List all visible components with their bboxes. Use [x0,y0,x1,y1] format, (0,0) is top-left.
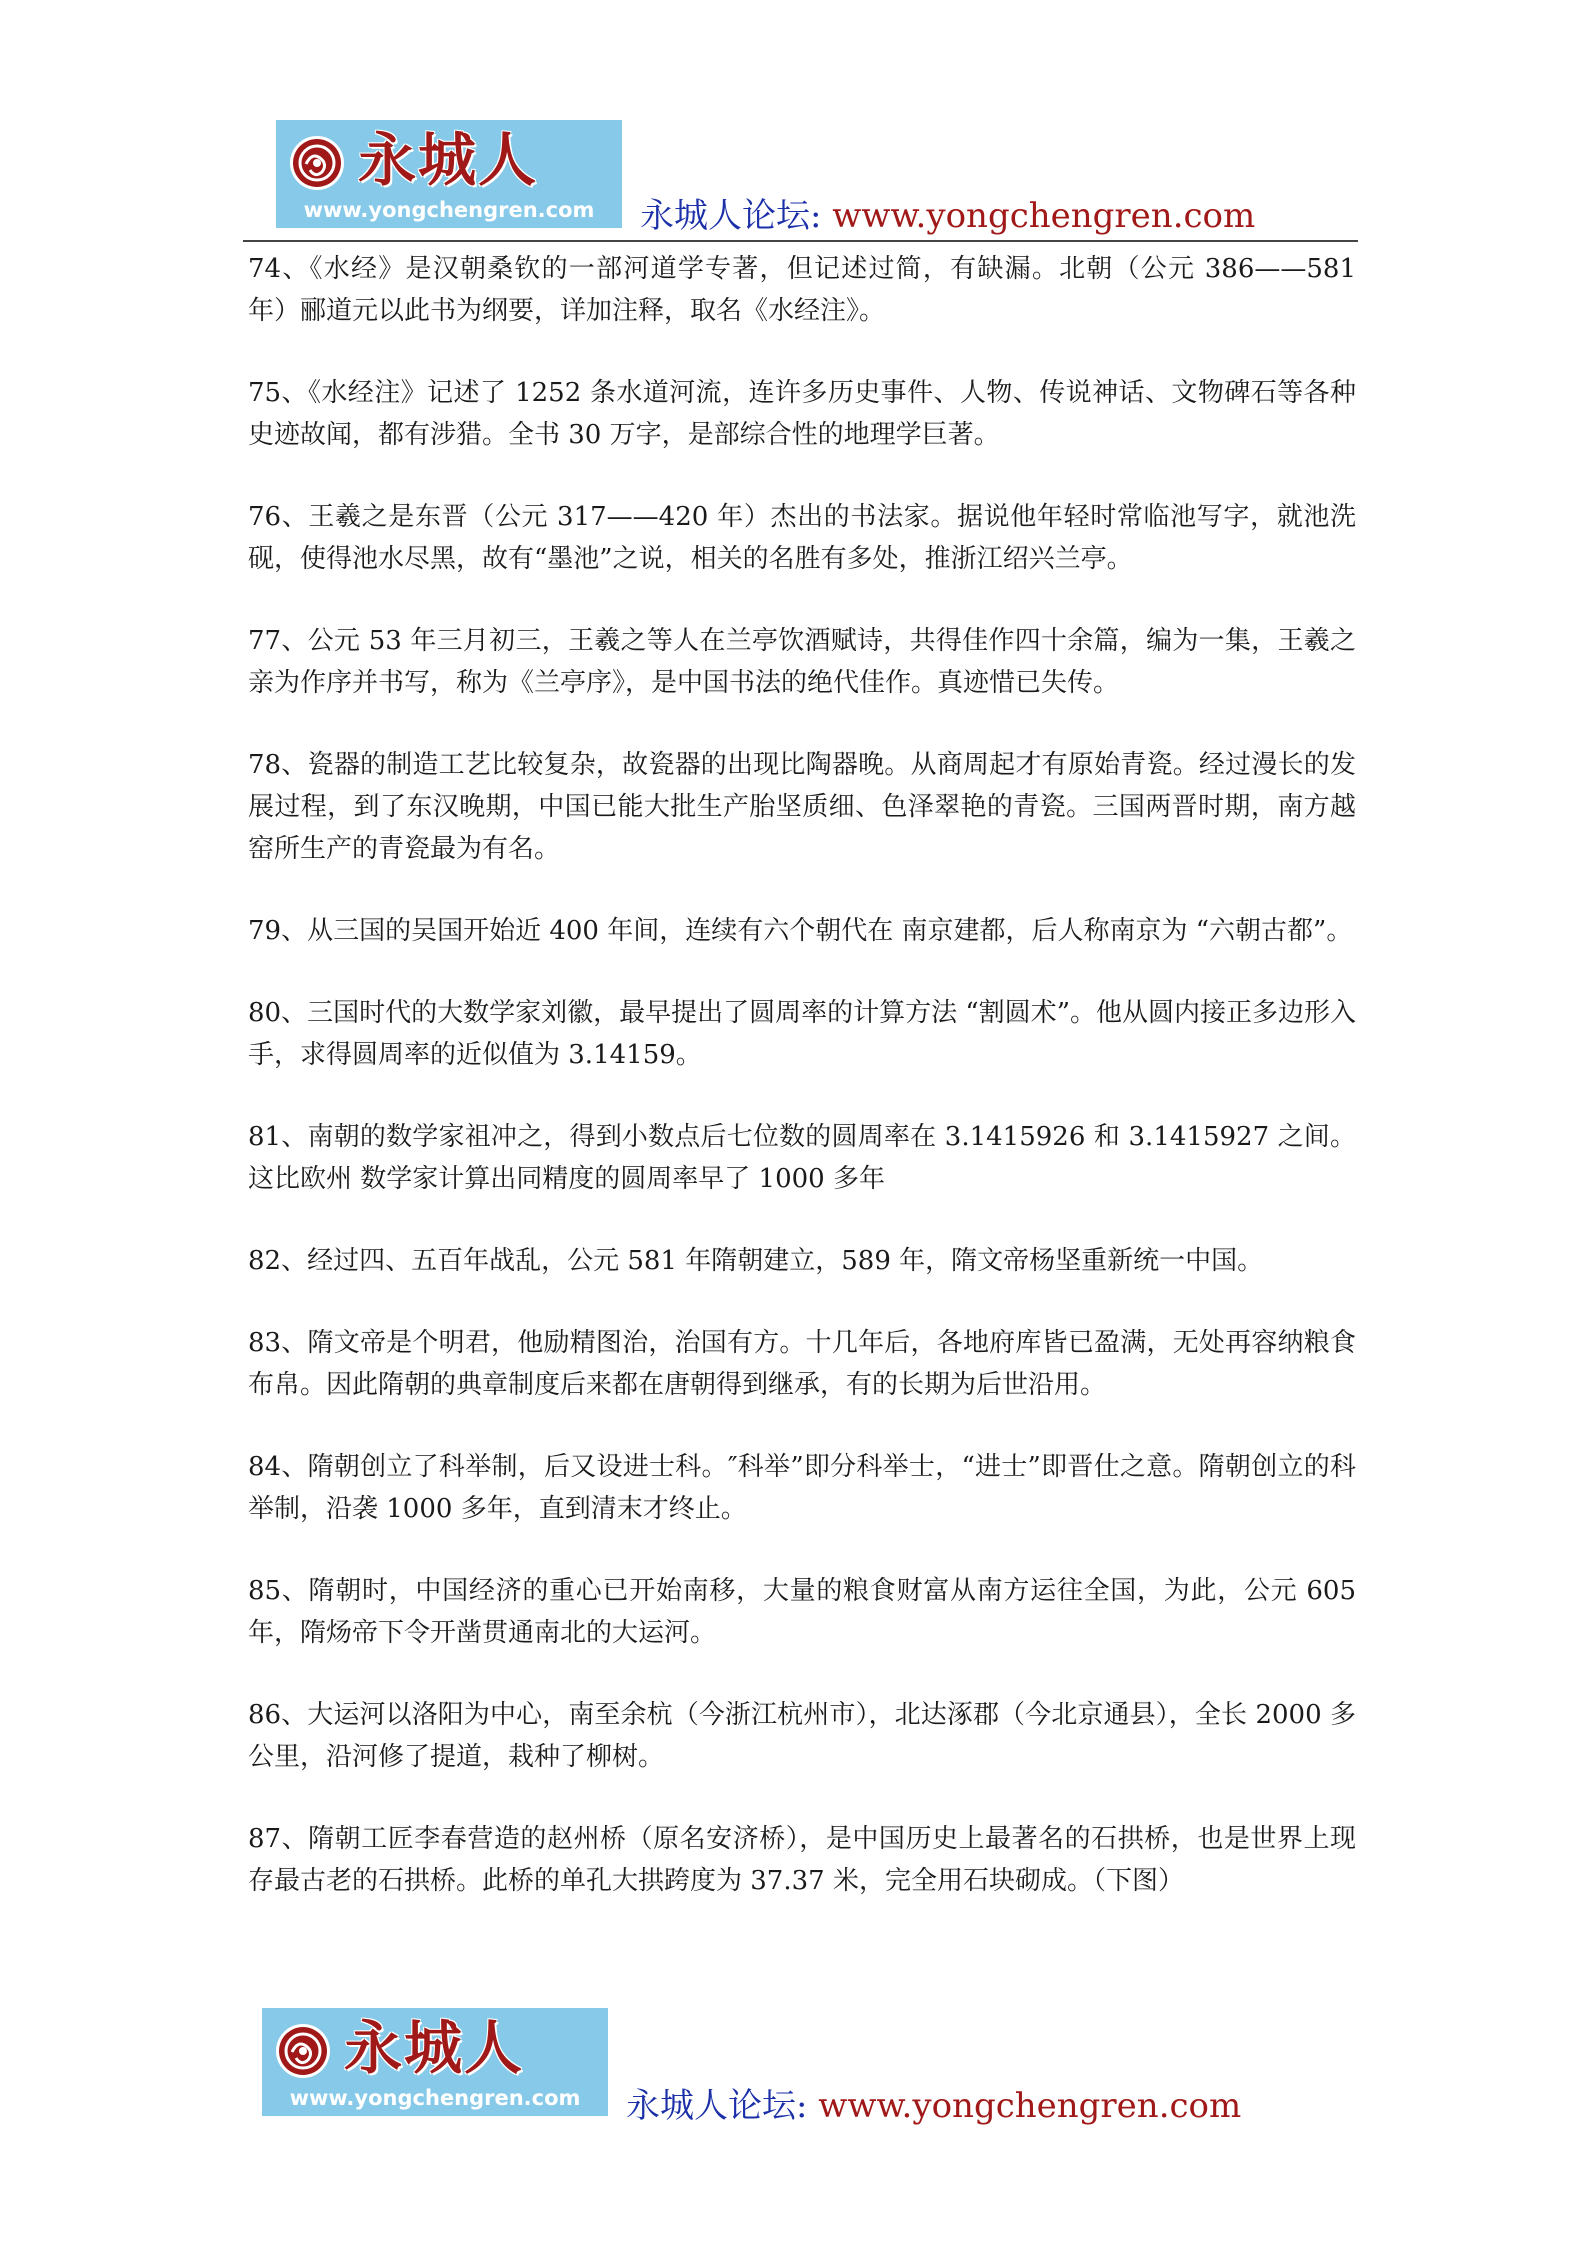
paragraph-74: 74、《水经》是汉朝桑钦的一部河道学专著，但记述过简，有缺漏。北朝（公元 386——581 年）郦道元以此书为纲要，详加注释，取名《水经注》。 [248,254,1356,326]
footer-forum-line [626,2086,1241,2126]
paragraph-80: 80、三国时代的大数学家刘徽，最早提出了圆周率的计算方法 “割圆术”。他从圆内接正多边形入手，求得圆周率的近似值为 3.14159。 [248,998,1356,1070]
paragraph-76: 76、王羲之是东晋（公元 317——420 年）杰出的书法家。据说他年轻时常临池写字，就池洗砚，使得池水尽黑，故有“墨池”之说，相关的名胜有多处，推浙江绍兴兰亭。 [248,502,1356,574]
header-forum-line [640,196,1255,236]
forum-label: 永城人论坛: [626,2086,808,2126]
paragraph-86: 86、大运河以洛阳为中心，南至余杭（今浙江杭州市），北达涿郡（今北京通县），全长 2000 多公里，沿河修了提道，栽种了柳树。 [248,1700,1356,1772]
paragraph-85: 85、隋朝时，中国经济的重心已开始南移，大量的粮食财富从南方运往全国，为此，公元 605 年，隋炀帝下令开凿贯通南北的大运河。 [248,1576,1356,1648]
footer-logo [262,2008,608,2116]
header-divider [243,240,1358,242]
paragraph-82: 82、经过四、五百年战乱，公元 581 年隋朝建立，589 年，隋文帝杨坚重新统一中国。 [248,1246,1264,1276]
logo-emblem-icon [288,134,346,192]
logo-text: 永城人 [358,126,539,194]
forum-url-link[interactable]: www.yongchengren.com [832,196,1256,236]
forum-label: 永城人论坛: [640,196,822,236]
logo-url: www.yongchengren.com [303,198,595,222]
paragraph-84: 84、隋朝创立了科举制，后又设进士科。″科举”即分科举士，“进士”即晋仕之意。隋朝创立的科举制，沿袭 1000 多年，直到清末才终止。 [248,1452,1356,1524]
paragraph-79: 79、从三国的吴国开始近 400 年间，连续有六个朝代在 南京建都，后人称南京为 “六朝古都”。 [248,916,1353,946]
paragraph-78: 78、瓷器的制造工艺比较复杂，故瓷器的出现比陶器晚。从商周起才有原始青瓷。经过漫长的发展过程，到了东汉晚期，中国已能大批生产胎坚质细、色泽翠艳的青瓷。三国两晋时期，南方越窑所生产的青瓷最为有名。 [248,750,1356,864]
paragraph-83: 83、隋文帝是个明君，他励精图治，治国有方。十几年后，各地府库皆已盈满，无处再容纳粮食布帛。因此隋朝的典章制度后来都在唐朝得到继承，有的长期为后世沿用。 [248,1328,1356,1400]
logo-text: 永城人 [344,2014,525,2082]
forum-url-link[interactable]: www.yongchengren.com [818,2086,1242,2126]
paragraph-81: 81、南朝的数学家祖冲之，得到小数点后七位数的圆周率在 3.1415926 和 3.1415927 之间。这比欧州 数学家计算出同精度的圆周率早了 1000 多年 [248,1122,1356,1194]
document-body [248,248,1356,1942]
paragraph-87: 87、隋朝工匠李春营造的赵州桥（原名安济桥），是中国历史上最著名的石拱桥，也是世界上现存最古老的石拱桥。此桥的单孔大拱跨度为 37.37 米，完全用石块砌成。（下图） [248,1824,1356,1896]
paragraph-75: 75、《水经注》记述了 1252 条水道河流，连许多历史事件、人物、传说神话、文物碑石等各种史迹故闻，都有涉猎。全书 30 万字，是部综合性的地理学巨著。 [248,378,1356,450]
paragraph-77: 77、公元 53 年三月初三，王羲之等人在兰亭饮酒赋诗，共得佳作四十余篇，编为一集，王羲之亲为作序并书写，称为《兰亭序》，是中国书法的绝代佳作。真迹惜已失传。 [248,626,1356,698]
header-logo [276,120,622,228]
logo-emblem-icon [274,2022,332,2080]
logo-url: www.yongchengren.com [289,2086,581,2110]
